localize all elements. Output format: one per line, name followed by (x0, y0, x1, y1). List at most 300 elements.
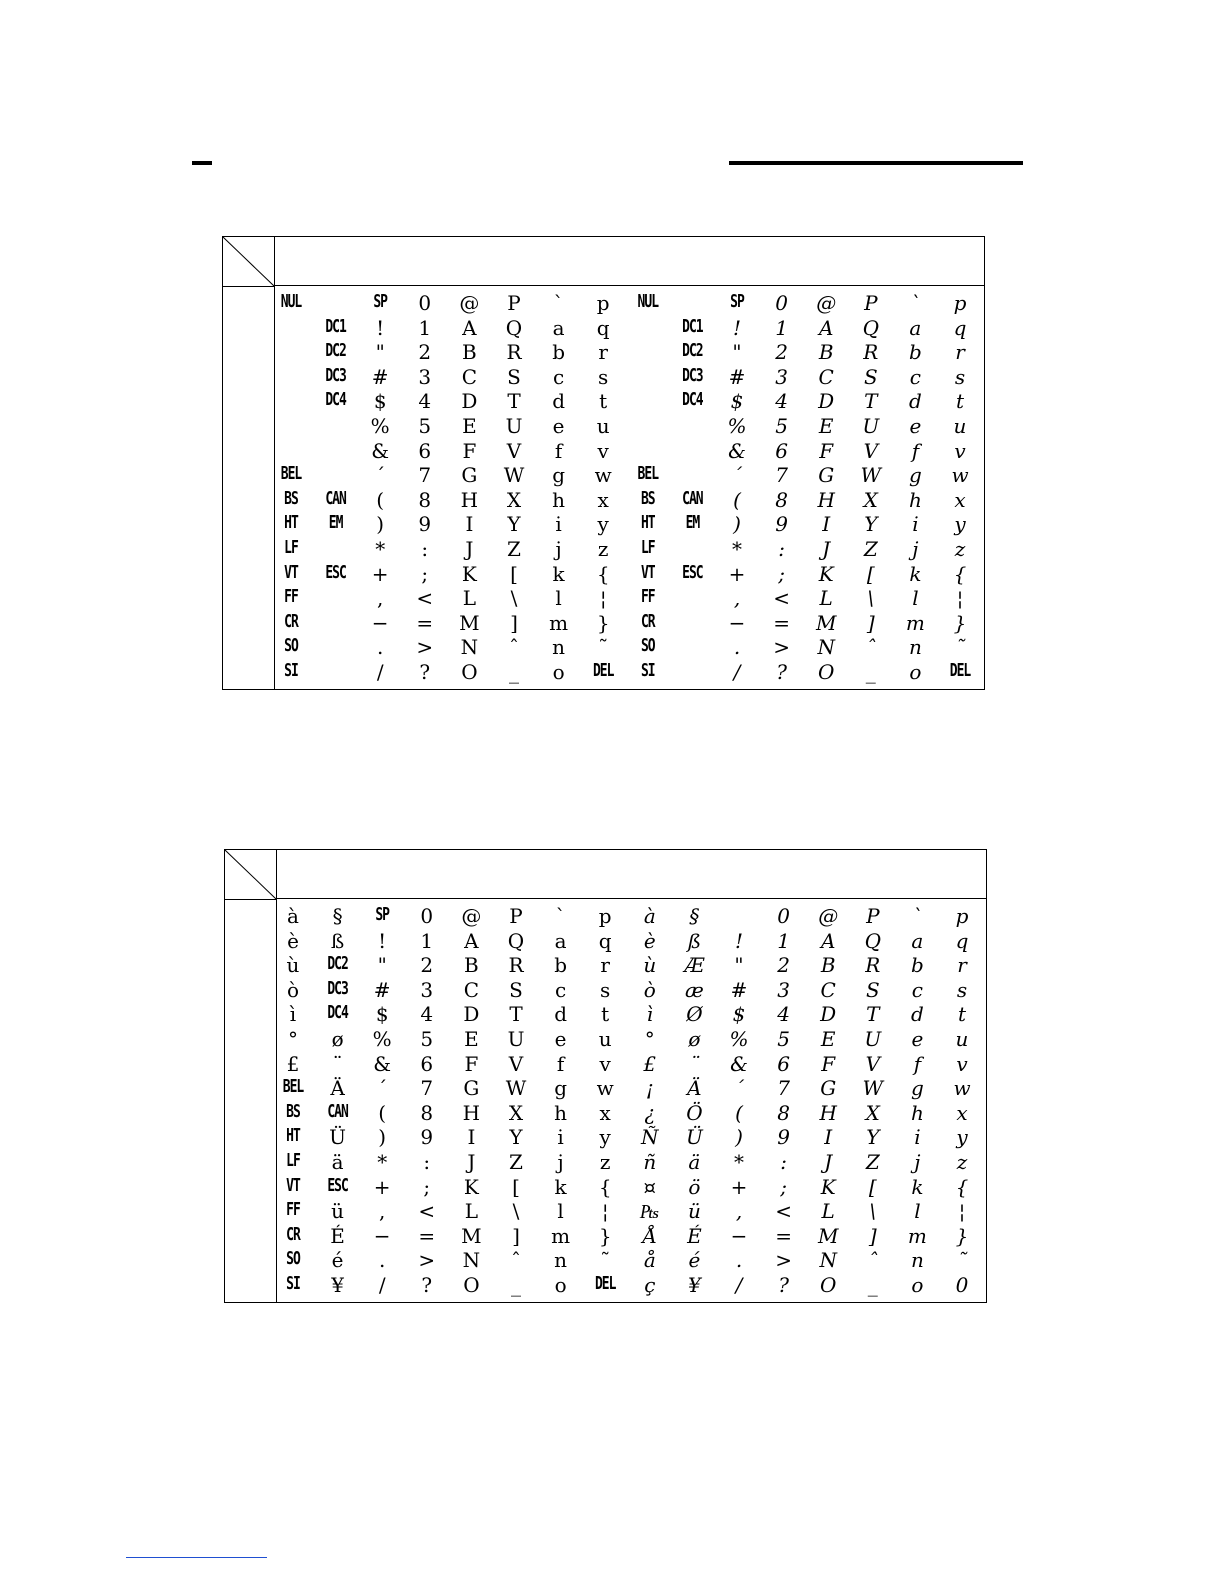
char-cell: 0 (777, 904, 790, 928)
char-cell: d (908, 389, 922, 414)
char-cell: s (598, 364, 609, 389)
char-cell: U (507, 1027, 525, 1051)
char-cell: ! (734, 928, 744, 953)
char-cell: ö (688, 1174, 701, 1199)
char-cell: ( (376, 487, 385, 512)
char-cell: " (377, 953, 387, 978)
char-cell: CR (640, 611, 655, 633)
char-cell: C (461, 364, 478, 389)
char-cell: : (780, 1150, 787, 1174)
char-cell: SI (640, 661, 655, 682)
char-cell: SP (375, 905, 390, 926)
char-cell: U (862, 414, 880, 438)
char-cell: ü (331, 1199, 345, 1224)
char-cell: 6 (418, 438, 432, 463)
char-cell: $ (730, 389, 744, 414)
char-cell: M (817, 1223, 839, 1248)
char-cell: \ (867, 586, 875, 611)
char-cell: ( (378, 1100, 387, 1125)
char-cell: e (909, 414, 922, 438)
char-cell: p (596, 291, 610, 315)
char-cell: Z (509, 1150, 523, 1174)
char-cell: z (954, 537, 966, 561)
char-cell: DC3 (325, 365, 346, 387)
char-cell: é (331, 1248, 344, 1273)
char-cell: a (911, 928, 924, 953)
char-cell: 5 (775, 414, 788, 438)
char-cell: P (864, 291, 878, 315)
char-cell: g (554, 1076, 567, 1101)
char-cell: J (465, 537, 474, 561)
char-cell: n (552, 635, 566, 660)
char-cell: _ (509, 660, 519, 684)
char-cell: SP (730, 292, 744, 313)
char-cell: 5 (418, 414, 432, 438)
char-cell: ß (687, 928, 702, 953)
char-cell: r (955, 340, 965, 365)
char-cell: w (953, 1076, 971, 1101)
char-cell: " (734, 953, 744, 978)
char-cell: & (730, 1051, 748, 1076)
char-cell: y (597, 512, 609, 537)
char-cell: q (955, 928, 969, 953)
char-cell: F (462, 438, 477, 463)
char-cell: % (370, 414, 390, 438)
char-cell: S (509, 977, 523, 1002)
char-cell: CAN (325, 488, 346, 510)
char-cell: } (598, 1223, 612, 1248)
char-cell: ñ (643, 1150, 657, 1174)
char-cell: A (464, 928, 479, 953)
char-cell: £ (643, 1051, 657, 1076)
char-cell: \ (512, 1199, 520, 1224)
char-cell: \ (869, 1199, 877, 1224)
char-cell: . (379, 1248, 386, 1273)
char-cell: ä (331, 1150, 344, 1174)
char-cell: è (643, 928, 656, 953)
char-cell: X (508, 1100, 524, 1125)
char-cell: ) (378, 1125, 387, 1150)
char-cell: ° (288, 1027, 298, 1051)
char-cell: ` (912, 904, 923, 928)
char-cell: . (377, 635, 384, 660)
char-cell: è (287, 928, 299, 953)
char-cell: 9 (418, 512, 432, 537)
char-cell: R (506, 340, 522, 365)
char-cell: d (552, 389, 565, 414)
char-cell: ´ (734, 1076, 744, 1101)
char-cell: FF (284, 587, 298, 608)
char-cell: 7 (777, 1076, 790, 1101)
char-cell: C (818, 364, 834, 389)
char-cell: _ (511, 1273, 521, 1297)
char-cell: * (732, 537, 742, 561)
char-cell: ESC (327, 1175, 348, 1197)
char-cell: < (418, 1199, 436, 1224)
char-cell: k (911, 1174, 924, 1199)
char-cell: i (557, 1125, 564, 1150)
char-cell: BEL (282, 1077, 304, 1098)
char-cell: L (462, 586, 477, 611)
char-cell: ì (289, 1002, 297, 1027)
char-cell: G (463, 1076, 480, 1101)
char-cell: ˆ (865, 635, 876, 660)
char-cell: N (819, 1248, 837, 1273)
char-cell: D (820, 1002, 837, 1027)
char-cell: N (460, 635, 479, 660)
char-cell: FF (286, 1200, 300, 1221)
char-cell: 2 (420, 953, 434, 978)
char-cell: FF (640, 587, 655, 608)
char-cell: ] (510, 610, 518, 635)
char-cell: h (908, 487, 922, 512)
char-cell: V (508, 1051, 524, 1076)
char-cell: g (552, 463, 565, 488)
char-cell: § (689, 904, 700, 928)
char-cell: É (330, 1223, 345, 1248)
char-cell: 1 (420, 928, 434, 953)
char-cell: ! (376, 315, 385, 340)
char-cell: LF (640, 538, 655, 559)
char-cell: NUL (280, 292, 302, 313)
char-cell: 6 (777, 1051, 790, 1076)
column-header-band (274, 237, 984, 286)
char-cell: NUL (637, 292, 659, 313)
char-cell: G (461, 463, 478, 488)
char-cell: M (461, 1223, 482, 1248)
char-cell: ˜ (600, 1248, 611, 1273)
char-cell: DC4 (325, 390, 346, 411)
char-cell: SO (284, 636, 298, 657)
table-corner (223, 237, 275, 287)
char-cell: f (556, 1051, 565, 1076)
char-cell: r (957, 953, 967, 978)
char-cell: e (911, 1027, 924, 1051)
char-cell: _ (867, 1273, 878, 1297)
char-cell: BEL (637, 464, 659, 485)
char-cell: # (730, 977, 748, 1002)
char-cell: D (818, 389, 835, 414)
char-cell: ! (378, 928, 387, 953)
char-cell: S (863, 364, 878, 389)
char-cell: y (599, 1125, 611, 1150)
char-cell: DC2 (327, 954, 348, 975)
char-cell: + (730, 1174, 748, 1199)
char-cell: F (464, 1051, 479, 1076)
char-cell: A (462, 315, 477, 340)
char-cell: ` (553, 291, 564, 315)
char-cell: / (376, 660, 384, 684)
char-cell: o (909, 660, 922, 684)
char-cell: _ (865, 660, 876, 684)
char-cell: 2 (775, 340, 788, 365)
char-cell: s (956, 977, 968, 1002)
char-cell: DC4 (327, 1003, 348, 1024)
column-header-band (276, 850, 986, 899)
header-rule-right (729, 161, 1023, 165)
char-cell: Z (865, 1150, 880, 1174)
char-cell: y (956, 1125, 968, 1150)
char-cell: d (910, 1002, 924, 1027)
char-cell: T (507, 389, 521, 414)
char-cell: = (775, 1223, 792, 1248)
char-cell: T (509, 1002, 523, 1027)
char-cell: ˜ (598, 635, 609, 660)
char-cell: u (953, 414, 967, 438)
char-cell: h (910, 1100, 924, 1125)
char-cell: > (775, 1248, 792, 1273)
char-cell: ° (644, 1027, 655, 1051)
char-cell: r (600, 953, 610, 978)
char-cell: DEL (594, 1274, 616, 1295)
char-cell: } (953, 610, 967, 635)
char-cell: , (377, 586, 384, 611)
char-cell: ¿ (644, 1100, 656, 1125)
char-cell: ˜ (957, 1248, 967, 1273)
char-cell: > (418, 1248, 436, 1273)
char-cell: R (863, 340, 879, 365)
char-cell: t (957, 1002, 967, 1027)
char-cell: { (598, 1174, 612, 1199)
char-cell: a (552, 315, 565, 340)
char-cell: Ö (686, 1100, 703, 1125)
char-cell: Ü (685, 1125, 703, 1150)
char-cell: DC4 (682, 390, 703, 411)
char-cell: e (552, 414, 565, 438)
char-cell: . (735, 1248, 743, 1273)
char-cell: ESC (325, 562, 346, 584)
char-cell: VT (286, 1175, 300, 1197)
char-cell: j (555, 537, 562, 561)
char-cell: DC1 (682, 316, 703, 338)
char-cell: ₧ (639, 1199, 660, 1224)
char-cell: SO (286, 1249, 300, 1270)
char-cell: C (820, 977, 836, 1002)
char-cell: f (913, 1051, 922, 1076)
char-cell: i (912, 512, 919, 537)
char-cell: C (463, 977, 480, 1002)
char-cell: r (598, 340, 608, 365)
char-cell: @ (816, 291, 837, 315)
char-cell: x (597, 487, 609, 512)
char-cell: u (598, 1027, 612, 1051)
char-cell: DC3 (682, 365, 703, 387)
char-cell: ] (512, 1223, 520, 1248)
char-cell: Ä (687, 1076, 702, 1101)
char-cell: i (914, 1125, 921, 1150)
char-cell: x (954, 487, 966, 512)
char-cell: @ (461, 904, 482, 928)
char-cell: s (600, 977, 611, 1002)
char-cell: + (371, 561, 389, 586)
char-cell: HT (640, 513, 655, 534)
char-cell: A (820, 928, 836, 953)
char-cell: / (378, 1273, 386, 1297)
char-cell: £ (286, 1051, 300, 1076)
char-cell: æ (684, 977, 704, 1002)
char-cell: R (508, 953, 524, 978)
char-cell: K (820, 1174, 836, 1199)
char-cell: BS (286, 1101, 300, 1123)
char-cell: Q (862, 315, 879, 340)
char-cell: É (687, 1223, 702, 1248)
char-cell: Ø (686, 1002, 703, 1027)
char-cell: 9 (777, 1125, 790, 1150)
table-body (275, 287, 984, 689)
char-cell: [ (866, 561, 875, 586)
char-cell: e (554, 1027, 567, 1051)
char-cell: O (817, 660, 835, 684)
char-cell: < (775, 1199, 792, 1224)
char-cell: DEL (949, 661, 971, 682)
char-cell: CR (286, 1224, 300, 1246)
char-cell: t (601, 1002, 610, 1027)
char-cell: ç (644, 1273, 656, 1297)
char-cell: ò (286, 977, 300, 1002)
char-cell: B (462, 340, 477, 365)
table-corner (225, 850, 277, 900)
char-cell: Z (507, 537, 521, 561)
char-cell: P (509, 904, 523, 928)
char-cell: 9 (420, 1125, 434, 1150)
char-cell: 7 (418, 463, 432, 488)
char-cell: ´ (377, 1076, 388, 1101)
char-cell: F (821, 1051, 836, 1076)
char-cell: 5 (777, 1027, 790, 1051)
char-cell: T (864, 389, 878, 414)
char-cell: LF (284, 538, 298, 559)
char-cell: ü (687, 1199, 701, 1224)
char-cell: b (910, 953, 924, 978)
char-cell: Ü (329, 1125, 347, 1150)
char-cell: j (557, 1150, 564, 1174)
char-cell: c (911, 977, 923, 1002)
char-cell: t (599, 389, 608, 414)
char-cell: F (819, 438, 834, 463)
char-cell: X (506, 487, 522, 512)
char-cell: 5 (420, 1027, 434, 1051)
char-cell: 8 (777, 1100, 790, 1125)
char-cell: L (464, 1199, 479, 1224)
char-cell: @ (818, 904, 839, 928)
char-cell: é (688, 1248, 701, 1273)
char-cell: W (862, 1076, 884, 1101)
char-cell: v (954, 438, 966, 463)
char-cell: 3 (777, 977, 790, 1002)
char-cell: Æ (684, 953, 705, 978)
char-cell: J (467, 1150, 476, 1174)
footer-link-underline (126, 1557, 267, 1558)
char-cell: p (598, 904, 612, 928)
char-cell: & (373, 1051, 392, 1076)
char-cell: m (905, 610, 925, 635)
char-cell: P (866, 904, 880, 928)
char-cell: SI (286, 1274, 300, 1295)
char-cell: / (735, 1273, 743, 1297)
char-cell: + (728, 561, 746, 586)
char-cell: b (908, 340, 922, 365)
char-cell: f (554, 438, 563, 463)
char-cell: Y (507, 512, 521, 537)
char-cell: ] (868, 1223, 877, 1248)
char-cell: % (727, 414, 747, 438)
char-cell: 7 (775, 463, 788, 488)
char-cell: f (911, 438, 920, 463)
char-cell: ( (733, 487, 741, 512)
char-cell: } (596, 610, 610, 635)
header-rule-left (192, 161, 212, 165)
char-cell: x (956, 1100, 968, 1125)
char-cell: n (554, 1248, 568, 1273)
char-cell: w (596, 1076, 614, 1101)
char-cell: Å (642, 1223, 658, 1248)
char-cell: ¨ (689, 1051, 700, 1076)
char-cell: B (820, 953, 836, 978)
char-cell: H (819, 1100, 837, 1125)
char-cell: BS (284, 488, 298, 510)
char-cell: ¦ (599, 586, 607, 611)
char-cell: = (418, 1223, 436, 1248)
char-cell: SI (284, 661, 298, 682)
char-cell: } (955, 1223, 969, 1248)
char-cell: ` (910, 291, 921, 315)
char-cell: M (815, 610, 837, 635)
char-cell: 0 (420, 904, 434, 928)
char-cell: K (463, 1174, 479, 1199)
char-cell: ¨ (332, 1051, 343, 1076)
char-cell: % (729, 1027, 749, 1051)
char-cell: q (953, 315, 967, 340)
char-cell: b (554, 953, 567, 978)
char-cell: z (956, 1150, 968, 1174)
char-cell: 4 (777, 1002, 790, 1027)
char-cell: ¡ (645, 1076, 654, 1101)
char-cell: 6 (775, 438, 788, 463)
char-cell: ? (776, 660, 787, 684)
char-cell: J (822, 537, 831, 561)
char-cell: 9 (775, 512, 788, 537)
char-cell: l (557, 1199, 564, 1224)
char-cell: I (467, 1125, 476, 1150)
char-cell: x (599, 1100, 611, 1125)
char-cell: B (464, 953, 479, 978)
char-cell: w (594, 463, 612, 488)
char-cell: ¦ (956, 586, 964, 611)
char-cell: ˆ (867, 1248, 878, 1273)
char-cell: ? (778, 1273, 789, 1297)
char-cell: # (728, 364, 746, 389)
char-cell: VT (640, 562, 655, 584)
char-cell: h (552, 487, 566, 512)
char-cell: G (818, 463, 835, 488)
char-cell: S (507, 364, 521, 389)
char-cell: ¦ (601, 1199, 609, 1224)
char-cell: N (817, 635, 835, 660)
char-cell: g (908, 463, 922, 488)
char-cell: VT (284, 562, 298, 584)
char-cell: u (596, 414, 610, 438)
char-cell: ø (688, 1027, 701, 1051)
char-cell: T (866, 1002, 880, 1027)
char-cell: H (817, 487, 835, 512)
char-cell: V (865, 1051, 881, 1076)
char-cell: g (910, 1076, 924, 1101)
char-cell: { (953, 561, 967, 586)
char-cell: t (955, 389, 965, 414)
char-cell: E (462, 414, 477, 438)
char-cell: DC1 (325, 316, 346, 338)
char-cell: G (820, 1076, 837, 1101)
